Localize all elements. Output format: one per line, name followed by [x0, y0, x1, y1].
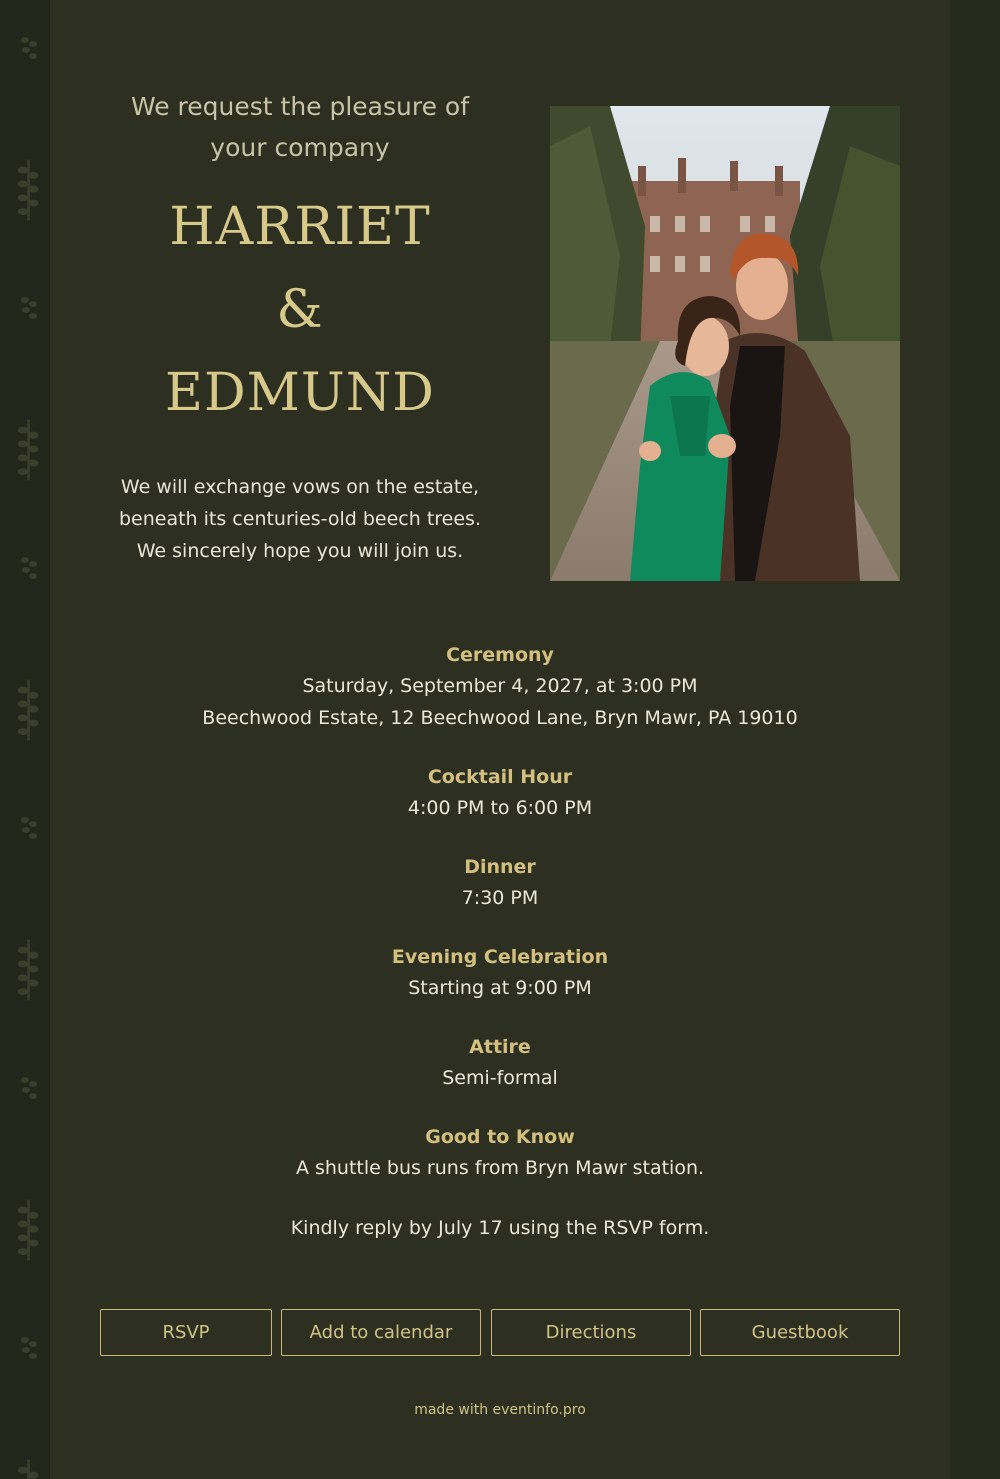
- cocktail-block: [100, 762, 900, 824]
- cocktail-time: 4:00 PM to 6:00 PM: [407, 797, 593, 819]
- leaf-sprig-icon: [16, 550, 42, 590]
- right-decorative-strip: [950, 0, 1000, 1479]
- ceremony-block: [100, 640, 900, 734]
- request-line: We request the pleasure of: [130, 92, 470, 121]
- ceremony-date: Saturday, September 4, 2027, at 3:00 PM: [302, 675, 698, 697]
- ceremony-heading: Ceremony: [446, 644, 554, 666]
- dinner-time: 7:30 PM: [461, 887, 539, 909]
- evening-block: [100, 942, 900, 1004]
- intro-section: [100, 86, 500, 567]
- leaf-branch-icon: [16, 1195, 42, 1265]
- dinner-block: [100, 852, 900, 914]
- leaf-branch-icon: [16, 155, 42, 225]
- action-buttons: [100, 1309, 900, 1356]
- blurb-line: beneath its centuries-old beech trees.: [118, 508, 481, 530]
- leaf-sprig-icon: [16, 1330, 42, 1370]
- add-to-calendar-button[interactable]: Add to calendar: [281, 1309, 481, 1356]
- cocktail-heading: Cocktail Hour: [427, 766, 573, 788]
- leaf-sprig-icon: [16, 30, 42, 70]
- request-line: your company: [210, 133, 390, 162]
- leaf-branch-icon: [16, 675, 42, 745]
- leaf-branch-icon: [16, 1455, 42, 1479]
- leaf-branch-icon: [16, 935, 42, 1005]
- event-details: [100, 640, 900, 1272]
- first-name: HARRIET: [169, 197, 431, 257]
- blurb-line: We sincerely hope you will join us.: [136, 540, 464, 562]
- blurb-line: We will exchange vows on the estate,: [120, 476, 480, 498]
- reply-note: Kindly reply by July 17 using the RSVP form.: [290, 1217, 710, 1239]
- couple-photo-illustration: [550, 106, 900, 581]
- good-to-know-heading: Good to Know: [425, 1126, 575, 1148]
- attire-value: Semi-formal: [442, 1067, 558, 1089]
- evening-time: Starting at 9:00 PM: [408, 977, 592, 999]
- couple-photo: [550, 106, 900, 581]
- guestbook-button[interactable]: Guestbook: [700, 1309, 900, 1356]
- dinner-heading: Dinner: [464, 856, 536, 878]
- ceremony-address: Beechwood Estate, 12 Beechwood Lane, Bryn Mawr, PA 19010: [202, 707, 798, 729]
- attire-heading: Attire: [469, 1036, 531, 1058]
- attire-block: [100, 1032, 900, 1094]
- good-to-know-block: [100, 1122, 900, 1244]
- leaf-sprig-icon: [16, 810, 42, 850]
- shuttle-note: A shuttle bus runs from Bryn Mawr station.: [295, 1157, 705, 1179]
- leaf-branch-icon: [16, 415, 42, 485]
- leaf-sprig-icon: [16, 1070, 42, 1110]
- invitation-card: [50, 0, 950, 1479]
- intro-blurb: [100, 471, 500, 567]
- second-name: EDMUND: [165, 363, 435, 423]
- made-with-link[interactable]: made with eventinfo.pro: [414, 1402, 586, 1418]
- rsvp-button[interactable]: RSVP: [100, 1309, 272, 1356]
- ampersand: &: [276, 280, 324, 340]
- leaf-sprig-icon: [16, 290, 42, 330]
- left-decorative-strip: [0, 0, 50, 1479]
- directions-button[interactable]: Directions: [491, 1309, 691, 1356]
- evening-heading: Evening Celebration: [391, 946, 609, 968]
